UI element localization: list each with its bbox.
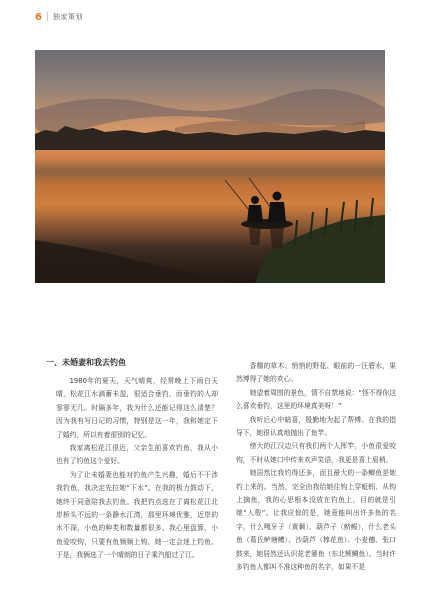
- paragraph: 我听后心中暗喜，殷勤地为起了帮傅。在我的指导下，她很认真地抛出了鱼竿。: [236, 415, 396, 438]
- paragraph: 为了让未婚妻也能对钓鱼产生兴趣，婚后不干涉我钓鱼，我决定先拉她“下水”。在我的极力鼓动下，她终于同意陪我去钓鱼。我把钓点选在了离松花江北岸桥头不远的一条静水江湾，那里环境优雅，近岸的水不深，小鱼的种类和数量都很多。我心里盘算，小鱼爱咬钩，只要有鱼频频上钩，她一定会迷上钓鱼。于是，我俩选了一个晴朗的日子乘汽船过了江。: [56, 470, 218, 560]
- paragraph: 她望着周围的景色，情不自禁地说：“怪不得你这么喜欢垂钓，这里的环境真美呀！”: [236, 388, 396, 411]
- photo-illustration: [35, 50, 385, 283]
- header-separator: |: [45, 12, 50, 22]
- paragraph: 傍大的江汉边只有我们两个人挥竿，小鱼很爱咬钩，不时从她口中传来欢声笑语，我更是喜上眉梢。: [236, 442, 396, 464]
- page-number: 6: [35, 11, 42, 23]
- article-heading: 一、未婚妻和我去钓鱼: [46, 358, 126, 367]
- paragraph: 香糯的草木、悄悄的野花、眼前的一汪碧水，果然博得了她的欢心。: [236, 362, 396, 384]
- page-header: [35, 10, 83, 24]
- paragraph: 1980年的夏天，天气晴爽，经常晚上下雨白天晴，松花江水滴蓄未盈，很适合垂钓，而垂钓的人却寥寥无几。时隔多年，我为什么还能记得这么清楚？因为我有写日记的习惯，特别是这一年，我和她定下了婚约，所以有着很别的记忆。: [56, 377, 218, 439]
- left-column: [46, 356, 218, 563]
- paragraph: 她居然比我钓得还多，而且最大的一条鲫鱼是她钓上来的。当然，完全由我给她往钩上穿蚯蚓、从钩上摘鱼，我的心思根本没放在钓鱼上，目的就是引她“入彀”。让我应惊的是，她竟能叫出许多鱼的名字，什么嘎牙子（黄颡）、葫芦子（鲚鲅），什么老头鱼（葛氏鲈塘鳢）、沙葫芦（棒花鱼）、小麦穗、张口鼓来，她居然还认识花老婆鱼（东北颊鲷鱼）。当时许多钓鱼人都叫不准这种鱼的名字，如果不是: [236, 469, 396, 572]
- right-column: [236, 360, 396, 575]
- paragraph: 我家离松花江很近，父亲生前喜欢钓鱼，我从小也有了钓鱼这个爱好。: [56, 444, 218, 466]
- section-title: 独家策划: [53, 13, 84, 21]
- sunset-fishing-photo: [35, 50, 385, 283]
